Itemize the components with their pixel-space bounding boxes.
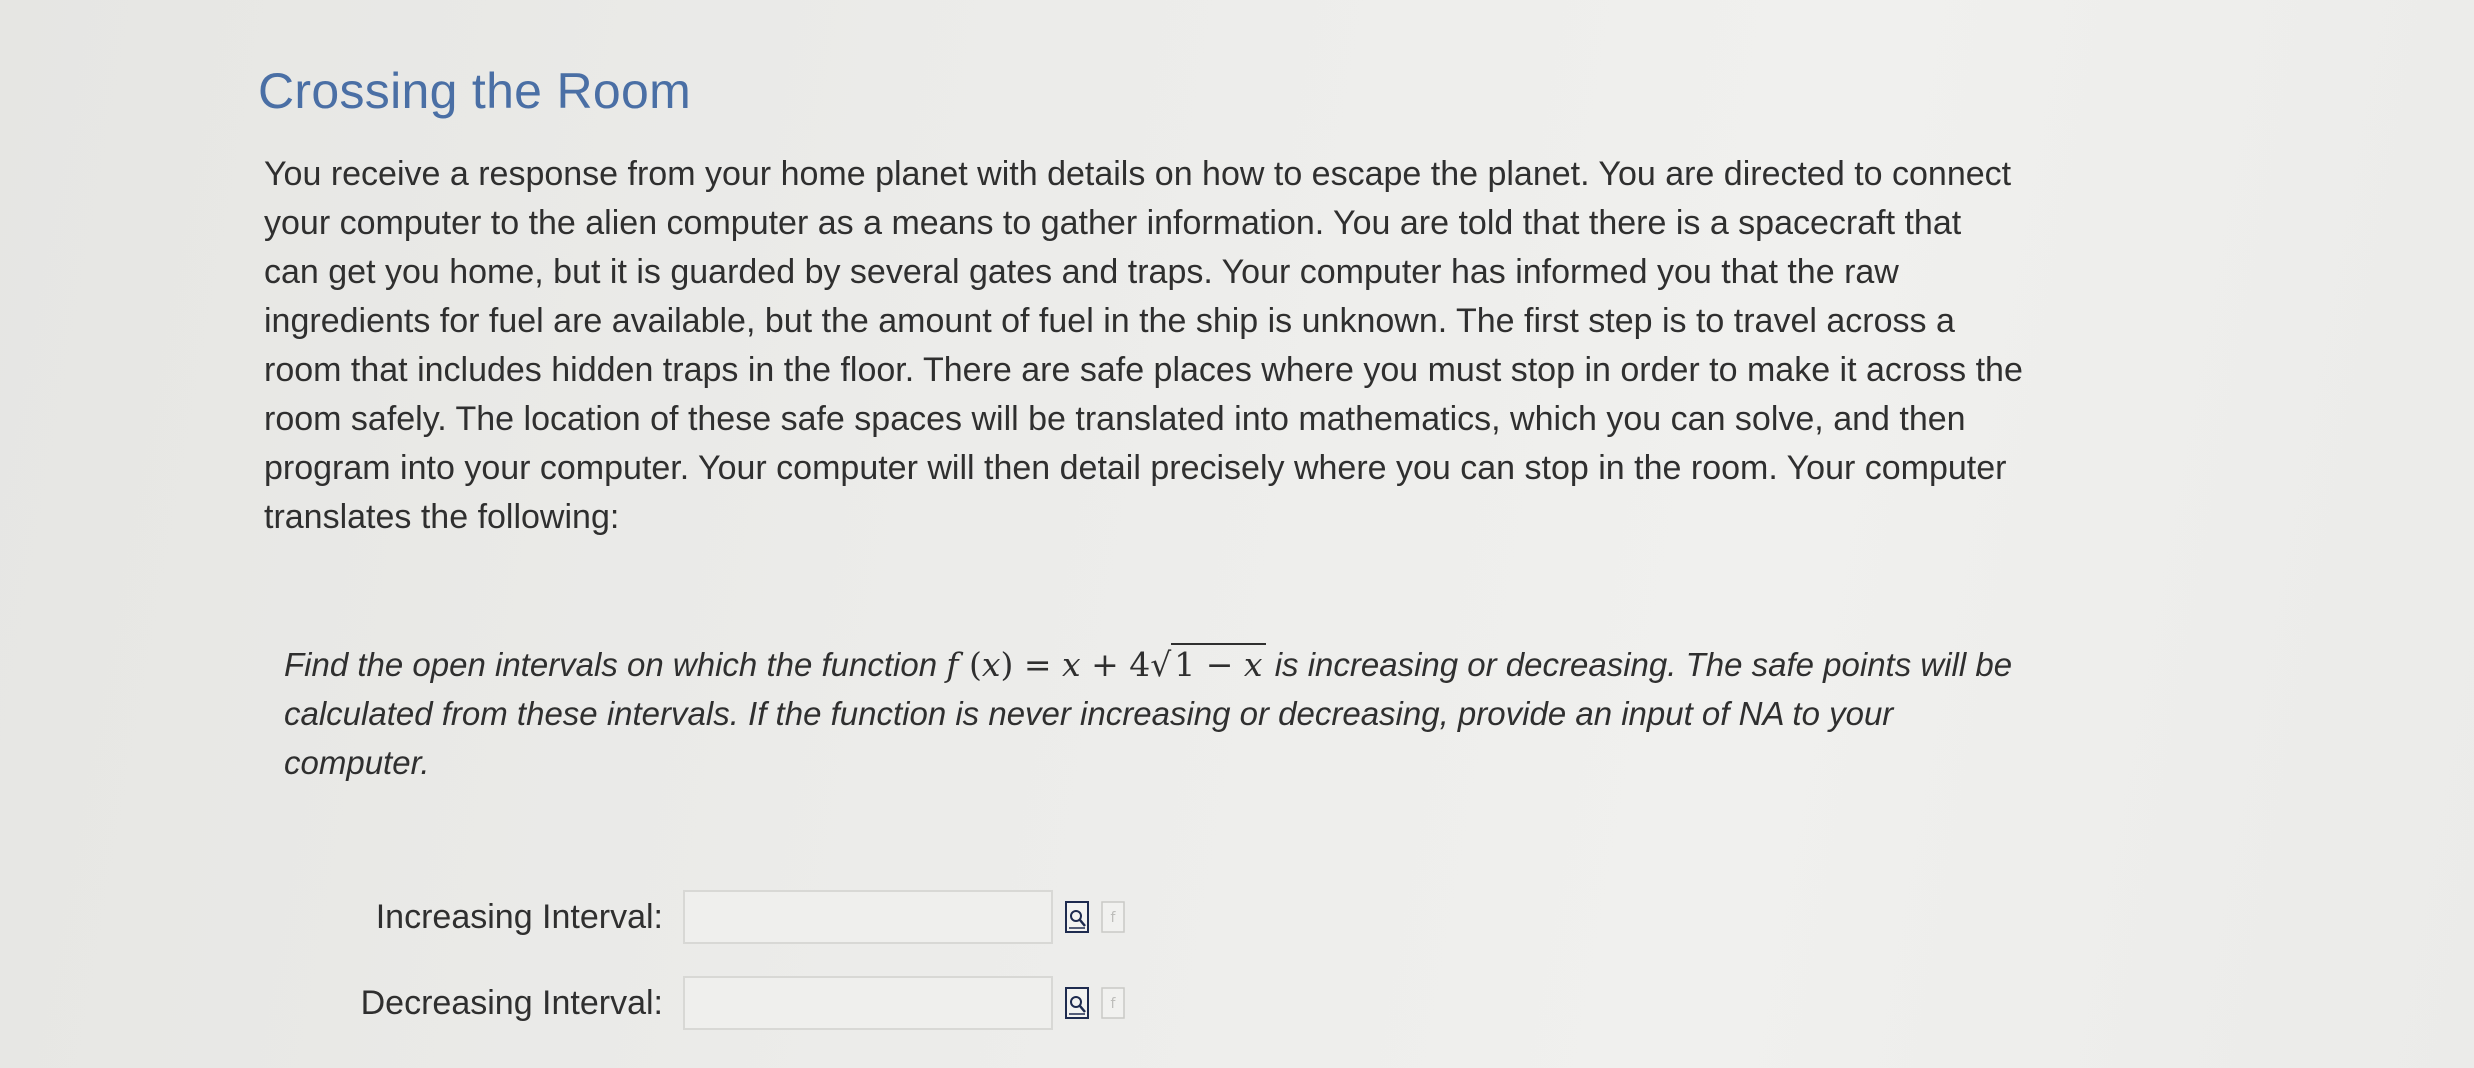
increasing-interval-input[interactable] [683,890,1053,944]
formula-help-icon[interactable] [1101,901,1125,933]
formula-preview-icon[interactable] [1065,987,1089,1019]
math-x2: x [1061,645,1081,684]
math-radicand-one: 1 − [1174,645,1244,684]
sqrt-symbol: √1 − x [1150,640,1265,689]
question-after: is increasing or decreasing. The safe points will be calculated from these intervals. If the function is never increasing or decreasing, provide an input of NA to your computer. [284,646,2013,781]
problem-page [258,62,2048,1059]
math-f: f [946,645,959,684]
question-text [284,640,2024,787]
svg-text:f: f [1110,996,1116,1012]
increasing-label: Increasing Interval: [375,897,663,936]
math-close-eq: ) = [1000,645,1062,684]
svg-text:f: f [1110,910,1116,926]
formula-preview-icon[interactable] [1065,901,1089,933]
increasing-row [348,887,2048,947]
page-title: Crossing the Room [258,63,692,119]
decreasing-interval-input[interactable] [683,976,1053,1030]
math-radicand-x: x [1243,645,1263,684]
math-plus4: + 4 [1080,645,1151,684]
function-formula [946,645,1265,684]
intro-text: You receive a response from your home planet with details on how to escape the planet. You are directed to connect your computer to the alien computer as a means to gather information. You are told that there is a spacecraft that can get you home, but it is guarded by several gates and traps. Your computer has informed you that the raw ingredients for fuel are available, but the amount of fuel in the ship is unknown. The first step is to travel across a room that includes hidden traps in the floor. There are safe places where you must stop in order to make it across the room safely. The location of these safe spaces will be translated into mathematics, which you can solve, and then program into your computer. Your computer will then detail precisely where you can stop in the room. Your computer translates the following: [264,155,2023,536]
decreasing-row [348,973,2048,1033]
formula-help-icon[interactable] [1101,987,1125,1019]
question-before: Find the open intervals on which the function [284,646,947,683]
decreasing-label: Decreasing Interval: [360,983,663,1022]
answer-section [348,887,2048,1033]
math-x1: x [981,645,1001,684]
math-open: ( [958,645,982,684]
